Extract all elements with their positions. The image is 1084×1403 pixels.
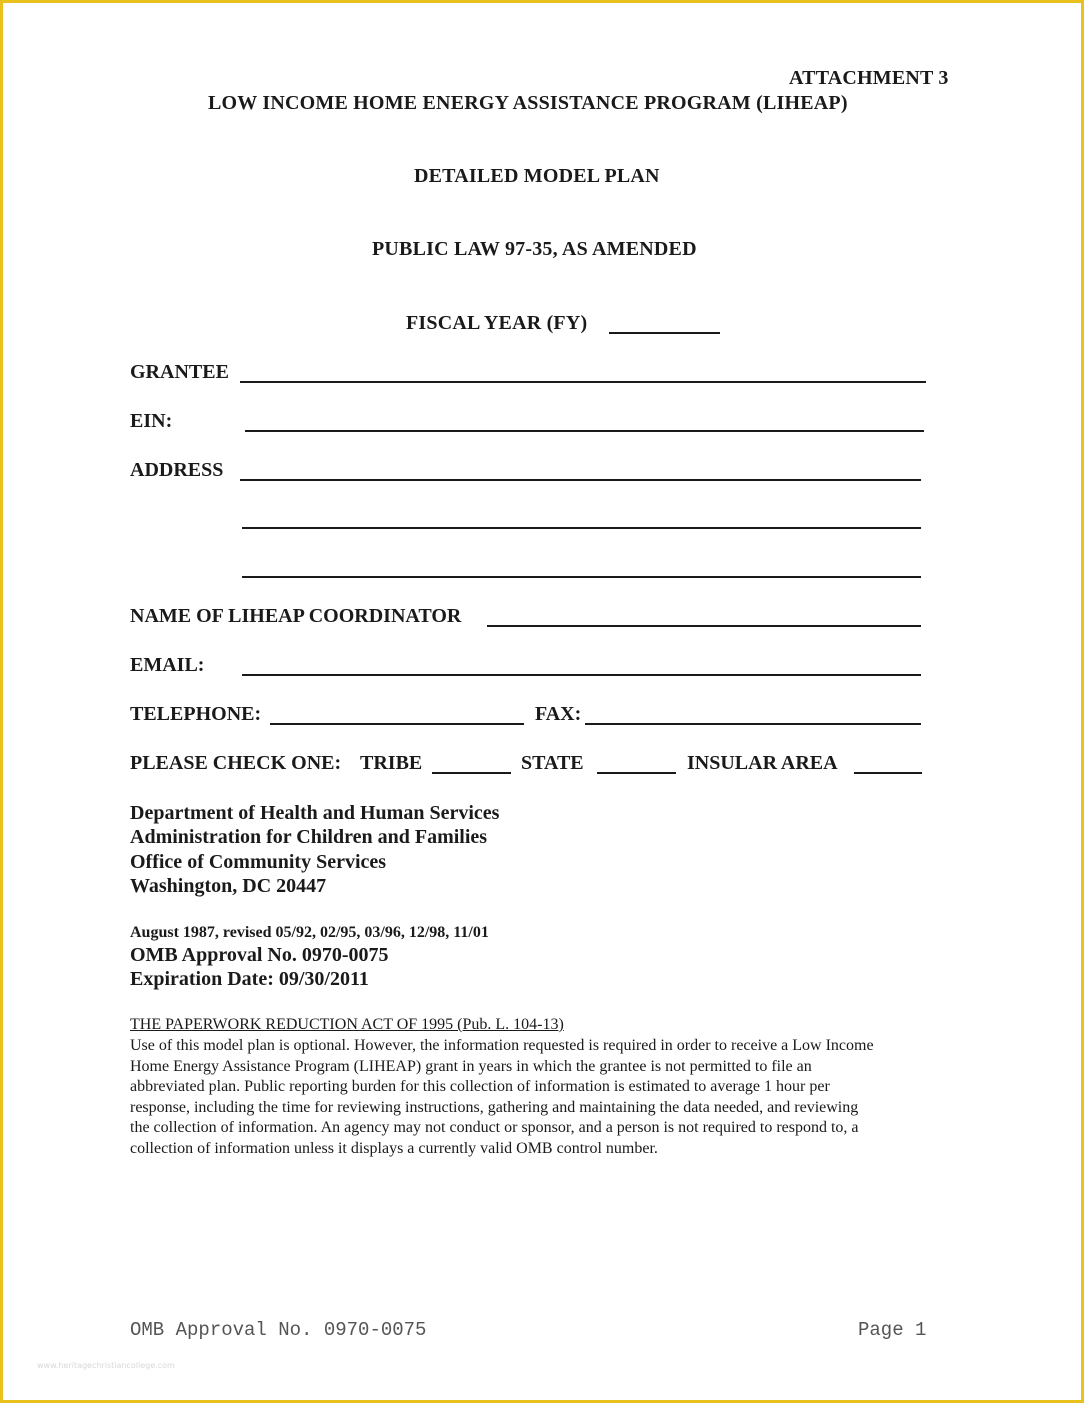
ein-blank[interactable] <box>245 430 924 432</box>
state-checkbox-blank[interactable] <box>597 772 676 774</box>
coordinator-label: NAME OF LIHEAP COORDINATOR <box>130 605 462 627</box>
check-one-label: PLEASE CHECK ONE: <box>130 752 342 774</box>
footer-omb-approval: OMB Approval No. 0970-0075 <box>130 1319 427 1341</box>
administration-name: Administration for Children and Families <box>130 826 488 848</box>
address-blank-1[interactable] <box>240 479 921 481</box>
plan-title: DETAILED MODEL PLAN <box>414 165 660 187</box>
paperwork-line: Home Energy Assistance Program (LIHEAP) grant in years in which the grantee is not permitted to file an <box>130 1057 812 1075</box>
email-blank[interactable] <box>242 674 921 676</box>
coordinator-blank[interactable] <box>487 625 921 627</box>
page-number: Page 1 <box>858 1319 927 1341</box>
fax-blank[interactable] <box>585 723 921 725</box>
tribe-label: TRIBE <box>360 752 423 774</box>
fax-label: FAX: <box>535 703 582 725</box>
email-label: EMAIL: <box>130 654 205 676</box>
public-law: PUBLIC LAW 97-35, AS AMENDED <box>372 238 697 260</box>
insular-area-label: INSULAR AREA <box>687 752 838 774</box>
fiscal-year-blank[interactable] <box>609 332 720 334</box>
state-label: STATE <box>521 752 584 774</box>
address-label: ADDRESS <box>130 459 224 481</box>
revision-history: August 1987, revised 05/92, 02/95, 03/96, 12/98, 11/01 <box>130 924 489 941</box>
department-name: Department of Health and Human Services <box>130 802 500 824</box>
paperwork-line: the collection of information. An agency may not conduct or sponsor, and a person is not required to respond to, a <box>130 1119 859 1136</box>
telephone-blank[interactable] <box>270 723 524 725</box>
address-blank-3[interactable] <box>242 576 921 578</box>
insular-area-checkbox-blank[interactable] <box>854 772 922 774</box>
paperwork-line: abbreviated plan. Public reporting burden for this collection of information is estimated to average 1 hour per <box>130 1078 830 1095</box>
grantee-label: GRANTEE <box>130 361 229 383</box>
paperwork-line: collection of information unless it displays a currently valid OMB control number. <box>130 1139 658 1157</box>
paperwork-act-title: THE PAPERWORK REDUCTION ACT OF 1995 (Pub. L. 104-13) <box>130 1016 564 1033</box>
tribe-checkbox-blank[interactable] <box>432 772 511 774</box>
omb-approval: OMB Approval No. 0970-0075 <box>130 944 389 966</box>
office-name: Office of Community Services <box>130 851 387 873</box>
paperwork-line: Use of this model plan is optional. However, the information requested is required in order to receive a Low Income <box>130 1037 874 1054</box>
program-title: LOW INCOME HOME ENERGY ASSISTANCE PROGRAM (LIHEAP) <box>208 92 848 114</box>
telephone-label: TELEPHONE: <box>130 703 262 725</box>
grantee-blank[interactable] <box>240 381 926 383</box>
paperwork-line: response, including the time for reviewing instructions, gathering and maintaining the data needed, and reviewing <box>130 1098 859 1116</box>
paperwork-act-body <box>130 1036 970 1159</box>
attachment-label: ATTACHMENT 3 <box>789 67 949 89</box>
fiscal-year-label: FISCAL YEAR (FY) <box>406 312 588 334</box>
address-blank-2[interactable] <box>242 527 921 529</box>
office-address: Washington, DC 20447 <box>130 875 327 897</box>
expiration-date: Expiration Date: 09/30/2011 <box>130 968 369 990</box>
ein-label: EIN: <box>130 410 173 432</box>
watermark-text: www.heritagechristiancollege.com <box>37 1361 175 1370</box>
